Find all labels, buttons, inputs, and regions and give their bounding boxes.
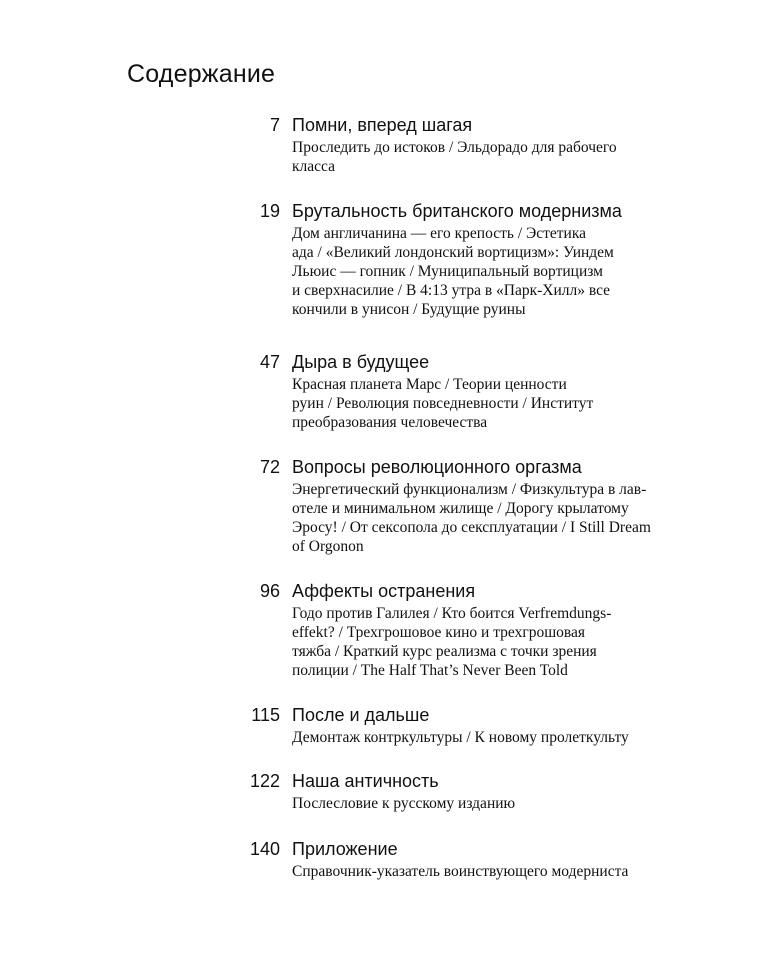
page-number: 140: [249, 839, 280, 859]
section-line: Красная планета Марс / Теории ценности: [292, 376, 567, 393]
section-line: Годо против Галилея / Кто боится Verfremdungs-: [292, 605, 612, 622]
section-line: effekt? / Трехгрошовое кино и трехгрошовая: [292, 624, 586, 641]
section-list: [292, 480, 722, 556]
section-line: кончили в унисон / Будущие руины: [292, 301, 526, 318]
page-number: 72: [259, 457, 280, 477]
section-line: Послесловие к русскому изданию: [292, 795, 516, 812]
section-line: Льюис — гопник / Муниципальный вортицизм: [292, 263, 603, 280]
page-number: 122: [249, 771, 280, 791]
section-line: Эросу! / От сексопола до сексплуатации / I Still Dream: [292, 519, 651, 536]
section-line: класса: [292, 158, 335, 175]
section-line: Справочник-указатель воинствующего модерниста: [292, 863, 629, 880]
chapter-title[interactable]: Брутальность британского модернизма: [292, 201, 622, 221]
section-line: ада / «Великий лондонский вортицизм»: Уиндем: [292, 244, 614, 261]
section-list: [292, 138, 722, 176]
section-line: отеле и минимальном жилище / Дорогу крылатому: [292, 500, 629, 517]
page-number: 96: [259, 581, 280, 601]
chapter-title[interactable]: Дыра в будущее: [292, 352, 430, 372]
section-line: of Orgonon: [292, 538, 364, 555]
chapter-title[interactable]: Вопросы революционного оргазма: [292, 457, 582, 477]
section-line: Демонтаж контркультуры / К новому пролеткульту: [292, 729, 629, 746]
section-line: Дом англичанина — его крепость / Эстетика: [292, 225, 587, 242]
section-line: и сверхнасилие / В 4:13 утра в «Парк-Хилл» все: [292, 282, 611, 299]
section-line: руин / Революция повседневности / Институт: [292, 395, 594, 412]
section-line: Энергетический функционализм / Физкультура в лав-: [292, 481, 647, 498]
section-line: Проследить до истоков / Эльдорадо для рабочего: [292, 139, 617, 156]
section-list: [292, 224, 722, 319]
chapter-title[interactable]: Помни, вперед шагая: [292, 115, 473, 135]
page-number: 47: [259, 352, 280, 372]
chapter-title[interactable]: Приложение: [292, 839, 398, 859]
page-title: Содержание: [127, 60, 276, 88]
chapter-title[interactable]: После и дальше: [292, 705, 430, 725]
page-number: 7: [269, 115, 280, 135]
section-line: тяжба / Краткий курс реализма с точки зрения: [292, 643, 597, 660]
section-list: [292, 604, 722, 680]
section-line: полиции / The Half That’s Never Been Told: [292, 662, 568, 679]
section-list: [292, 728, 722, 747]
section-line: преобразования человечества: [292, 414, 488, 431]
page-number: 19: [259, 201, 280, 221]
section-list: [292, 375, 722, 432]
page-number: 115: [251, 705, 280, 725]
chapter-title[interactable]: Наша античность: [292, 771, 439, 791]
chapter-title[interactable]: Аффекты остранения: [292, 581, 476, 601]
section-list: [292, 794, 722, 813]
section-list: [292, 862, 722, 881]
